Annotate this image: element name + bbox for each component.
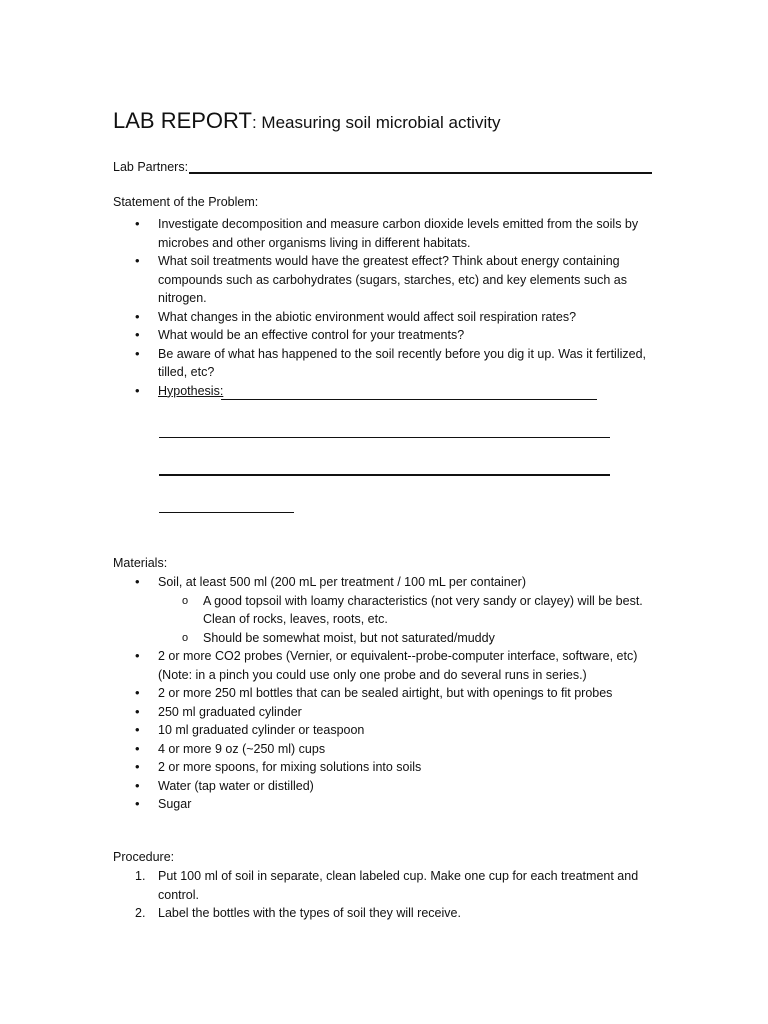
hypothesis-blank-line-4[interactable] <box>159 512 294 513</box>
page-title <box>113 108 500 134</box>
list-item: • 2 or more CO2 probes (Vernier, or equivalent--probe-computer interface, software, etc) (Note: in a pinch you could use only one probe and do several runs in series.) <box>135 648 638 682</box>
bullet-icon: • <box>135 759 140 774</box>
circle-bullet-icon: o <box>182 631 189 644</box>
materials-heading: Materials: <box>113 556 168 570</box>
bullet-icon: • <box>135 722 140 737</box>
lab-partners-label: Lab Partners: <box>113 160 189 174</box>
list-item: • 2 or more spoons, for mixing solutions into soils <box>133 758 663 777</box>
step-number: 2. <box>135 906 146 920</box>
bullet-icon: • <box>135 796 140 811</box>
hypothesis-blank-line-2[interactable] <box>159 437 610 438</box>
list-item: • Investigate decomposition and measure carbon dioxide levels emitted from the soils by microbes and other organisms living in different habitats. <box>135 216 639 250</box>
hypothesis-blank[interactable] <box>221 386 597 400</box>
bullet-icon: • <box>135 216 140 231</box>
sub-list-item: o Should be somewhat moist, but not saturated/muddy <box>133 629 663 648</box>
step-number: 1. <box>135 869 146 883</box>
problem-list <box>133 215 663 400</box>
bullet-icon: • <box>135 703 140 719</box>
bullet-icon: • <box>135 648 140 663</box>
bullet-icon: • <box>135 685 140 700</box>
title-subtitle: : Measuring soil microbial activity <box>251 113 501 132</box>
procedure-list <box>133 867 663 923</box>
bullet-icon: • <box>135 382 140 398</box>
list-item: • Water (tap water or distilled) <box>133 777 663 796</box>
list-item: • What changes in the abiotic environment would affect soil respiration rates? <box>133 308 663 327</box>
lab-partners-blank[interactable] <box>189 160 652 174</box>
bullet-icon: • <box>135 345 140 361</box>
hypothesis-blank-line-3[interactable] <box>159 474 610 476</box>
list-item: • 4 or more 9 oz (~250 ml) cups <box>133 740 663 759</box>
materials-list <box>133 573 663 814</box>
list-item-hypothesis <box>133 382 663 401</box>
list-item: • What soil treatments would have the greatest effect? Think about energy containing compounds such as carbohydrates (sugars, starches, etc) and key elements such as nitrogen. <box>135 253 627 305</box>
title-bold: LAB REPORT <box>113 108 252 133</box>
bullet-icon: • <box>135 253 140 268</box>
list-item: • Sugar <box>133 795 663 814</box>
procedure-step: 2. Label the bottles with the types of soil they will receive. <box>133 904 663 923</box>
bullet-icon: • <box>135 740 140 756</box>
bullet-icon: • <box>135 327 140 342</box>
list-item: • What would be an effective control for your treatments? <box>133 326 663 345</box>
problem-heading: Statement of the Problem: <box>113 195 259 209</box>
lab-partners-row <box>113 160 652 174</box>
list-item: • Be aware of what has happened to the soil recently before you dig it up. Was it fertilized, tilled, etc? <box>135 345 647 379</box>
hypothesis-label: Hypothesis: <box>158 383 224 398</box>
bullet-icon: • <box>135 308 140 324</box>
circle-bullet-icon: o <box>182 594 189 607</box>
bullet-icon: • <box>135 777 140 793</box>
procedure-heading: Procedure: <box>113 850 175 864</box>
list-item: • 10 ml graduated cylinder or teaspoon <box>133 721 663 740</box>
list-item: • 2 or more 250 ml bottles that can be sealed airtight, but with openings to fit probes <box>133 684 663 703</box>
list-item: • 250 ml graduated cylinder <box>133 703 663 722</box>
sub-list-item: o A good topsoil with loamy characteristics (not very sandy or clayey) will be best. Clean of rocks, leaves, roots, etc. <box>182 593 643 626</box>
procedure-step: 1. Put 100 ml of soil in separate, clean labeled cup. Make one cup for each treatment and control. <box>135 869 639 902</box>
list-item: • Soil, at least 500 ml (200 mL per treatment / 100 mL per container) <box>133 573 663 592</box>
bullet-icon: • <box>135 574 140 589</box>
